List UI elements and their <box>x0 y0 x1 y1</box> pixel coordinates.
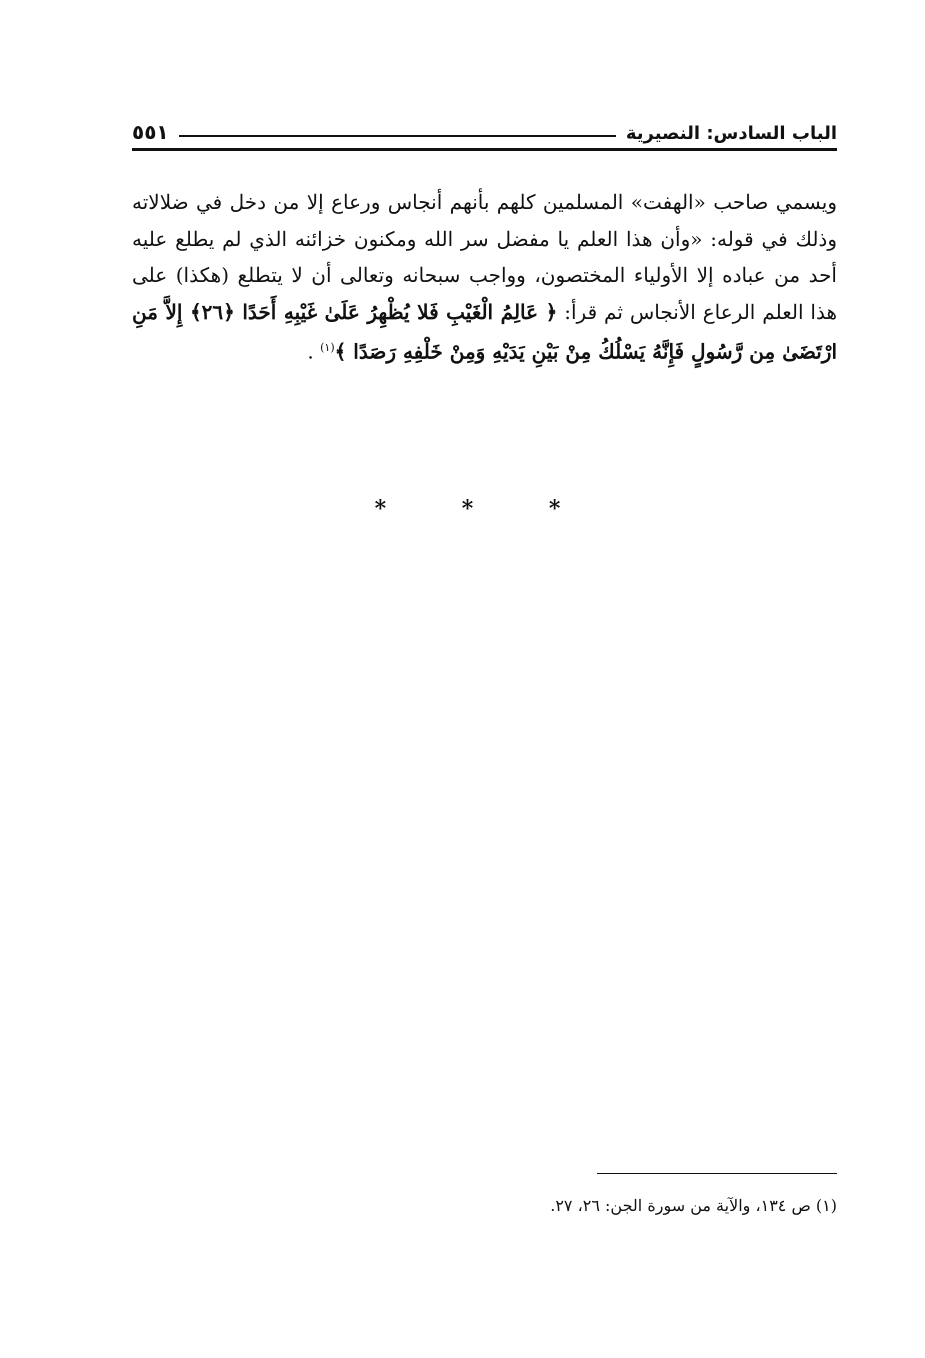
closing-punctuation: . <box>307 339 321 364</box>
quran-close-bracket: ﴾ <box>334 339 347 364</box>
running-header <box>132 110 837 146</box>
footnote-marker: (١) <box>320 341 335 354</box>
header-underline <box>132 148 837 151</box>
footnote: (١) ص ١٣٤، والآية من سورة الجن: ٢٦، ٢٧. <box>550 1196 837 1215</box>
header-leader-rule <box>179 135 616 137</box>
quran-open-bracket: ﴿ <box>545 299 558 324</box>
quran-verse: عَالِمُ الْغَيْبِ فَلا يُظْهِرُ عَلَىٰ غَيْبِهِ أَحَدًا ﴿٢٦﴾ إِلاَّ مَنِ ارْتَضَىٰ مِن رَّسُولٍ فَإِنَّهُ يَسْلُكُ مِنْ بَيْنِ يَدَيْهِ وَمِنْ خَلْفِهِ رَصَدًا <box>132 299 837 364</box>
page-number: ٥٥١ <box>132 120 169 144</box>
main-text <box>132 184 837 370</box>
footnote-rule <box>597 1173 837 1174</box>
chapter-title: الباب السادس: النصيرية <box>625 123 837 144</box>
body-paragraph <box>132 184 837 370</box>
section-separator: * * * <box>374 496 595 522</box>
paragraph-text: ويسمي صاحب «الهفت» المسلمين كلهم بأنهم أنجاس ورعاع إلا من دخل في ضلالاته وذلك في قوله: «وأن هذا العلم يا مفضل سر الله ومكنون خزائنه الذي لم يطلع عليه أحد من عباده إلا الأولياء المختصون، وواجب سبحانه وتعالى أن لا يتطلع (هكذا) على هذا العلم الرعاع الأنجاس ثم قرأ: <box>132 190 838 324</box>
